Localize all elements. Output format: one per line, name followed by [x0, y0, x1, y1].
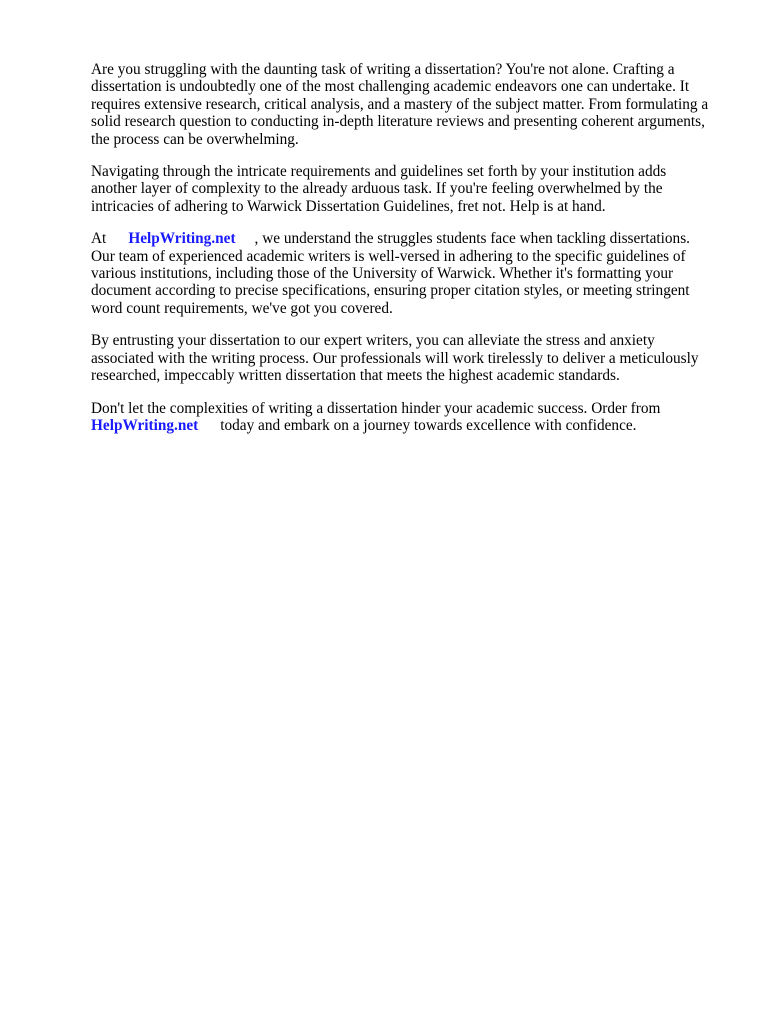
paragraph-experts: By entrusting your dissertation to our expert writers, you can alleviate the stress and anxiety associated with the writing process. Our professionals will work tirelessly to deliver a meticulously researched, impeccably written dissertation that meets the highest academic standards.	[91, 332, 699, 385]
paragraph-guidelines: Navigating through the intricate requirements and guidelines set forth by your institution adds another layer of complexity to the already arduous task. If you're feeling overwhelmed by the intricacies of adhering to Warwick Dissertation Guidelines, fret not. Help is at hand.	[91, 163, 667, 215]
helpwriting-link[interactable]: HelpWriting.net	[128, 230, 236, 248]
paragraph-service-text: , we understand the struggles students face when tackling dissertations. Our team of experienced academic writers is well-versed in adhering to the specific guidelines of various institutions, including those of the University of Warwick. Whether it's formatting your document according to precise specifications, ensuring proper citation styles, or meeting stringent word count requirements, we've got you covered.	[91, 230, 690, 317]
paragraph-service	[91, 230, 731, 317]
paragraph-order-text: today and embark on a journey towards excellence with confidence.	[220, 416, 637, 434]
paragraph-intro: Are you struggling with the daunting task of writing a dissertation? You're not alone. Crafting a dissertation is undoubtedly one of the most challenging academic endeavors one can undertake. It requires extensive research, critical analysis, and a mastery of the subject matter. From formulating a solid research question to conducting in-depth literature reviews and presenting coherent arguments, the process can be overwhelming.	[91, 61, 709, 148]
document-body	[91, 61, 731, 449]
paragraph-service-prefix: At	[91, 230, 107, 248]
paragraph-order-prefix: Don't let the complexities of writing a dissertation hinder your academic success. Order from	[91, 399, 661, 417]
helpwriting-order-link[interactable]: HelpWriting.net	[91, 416, 199, 434]
paragraph-order	[91, 400, 731, 435]
